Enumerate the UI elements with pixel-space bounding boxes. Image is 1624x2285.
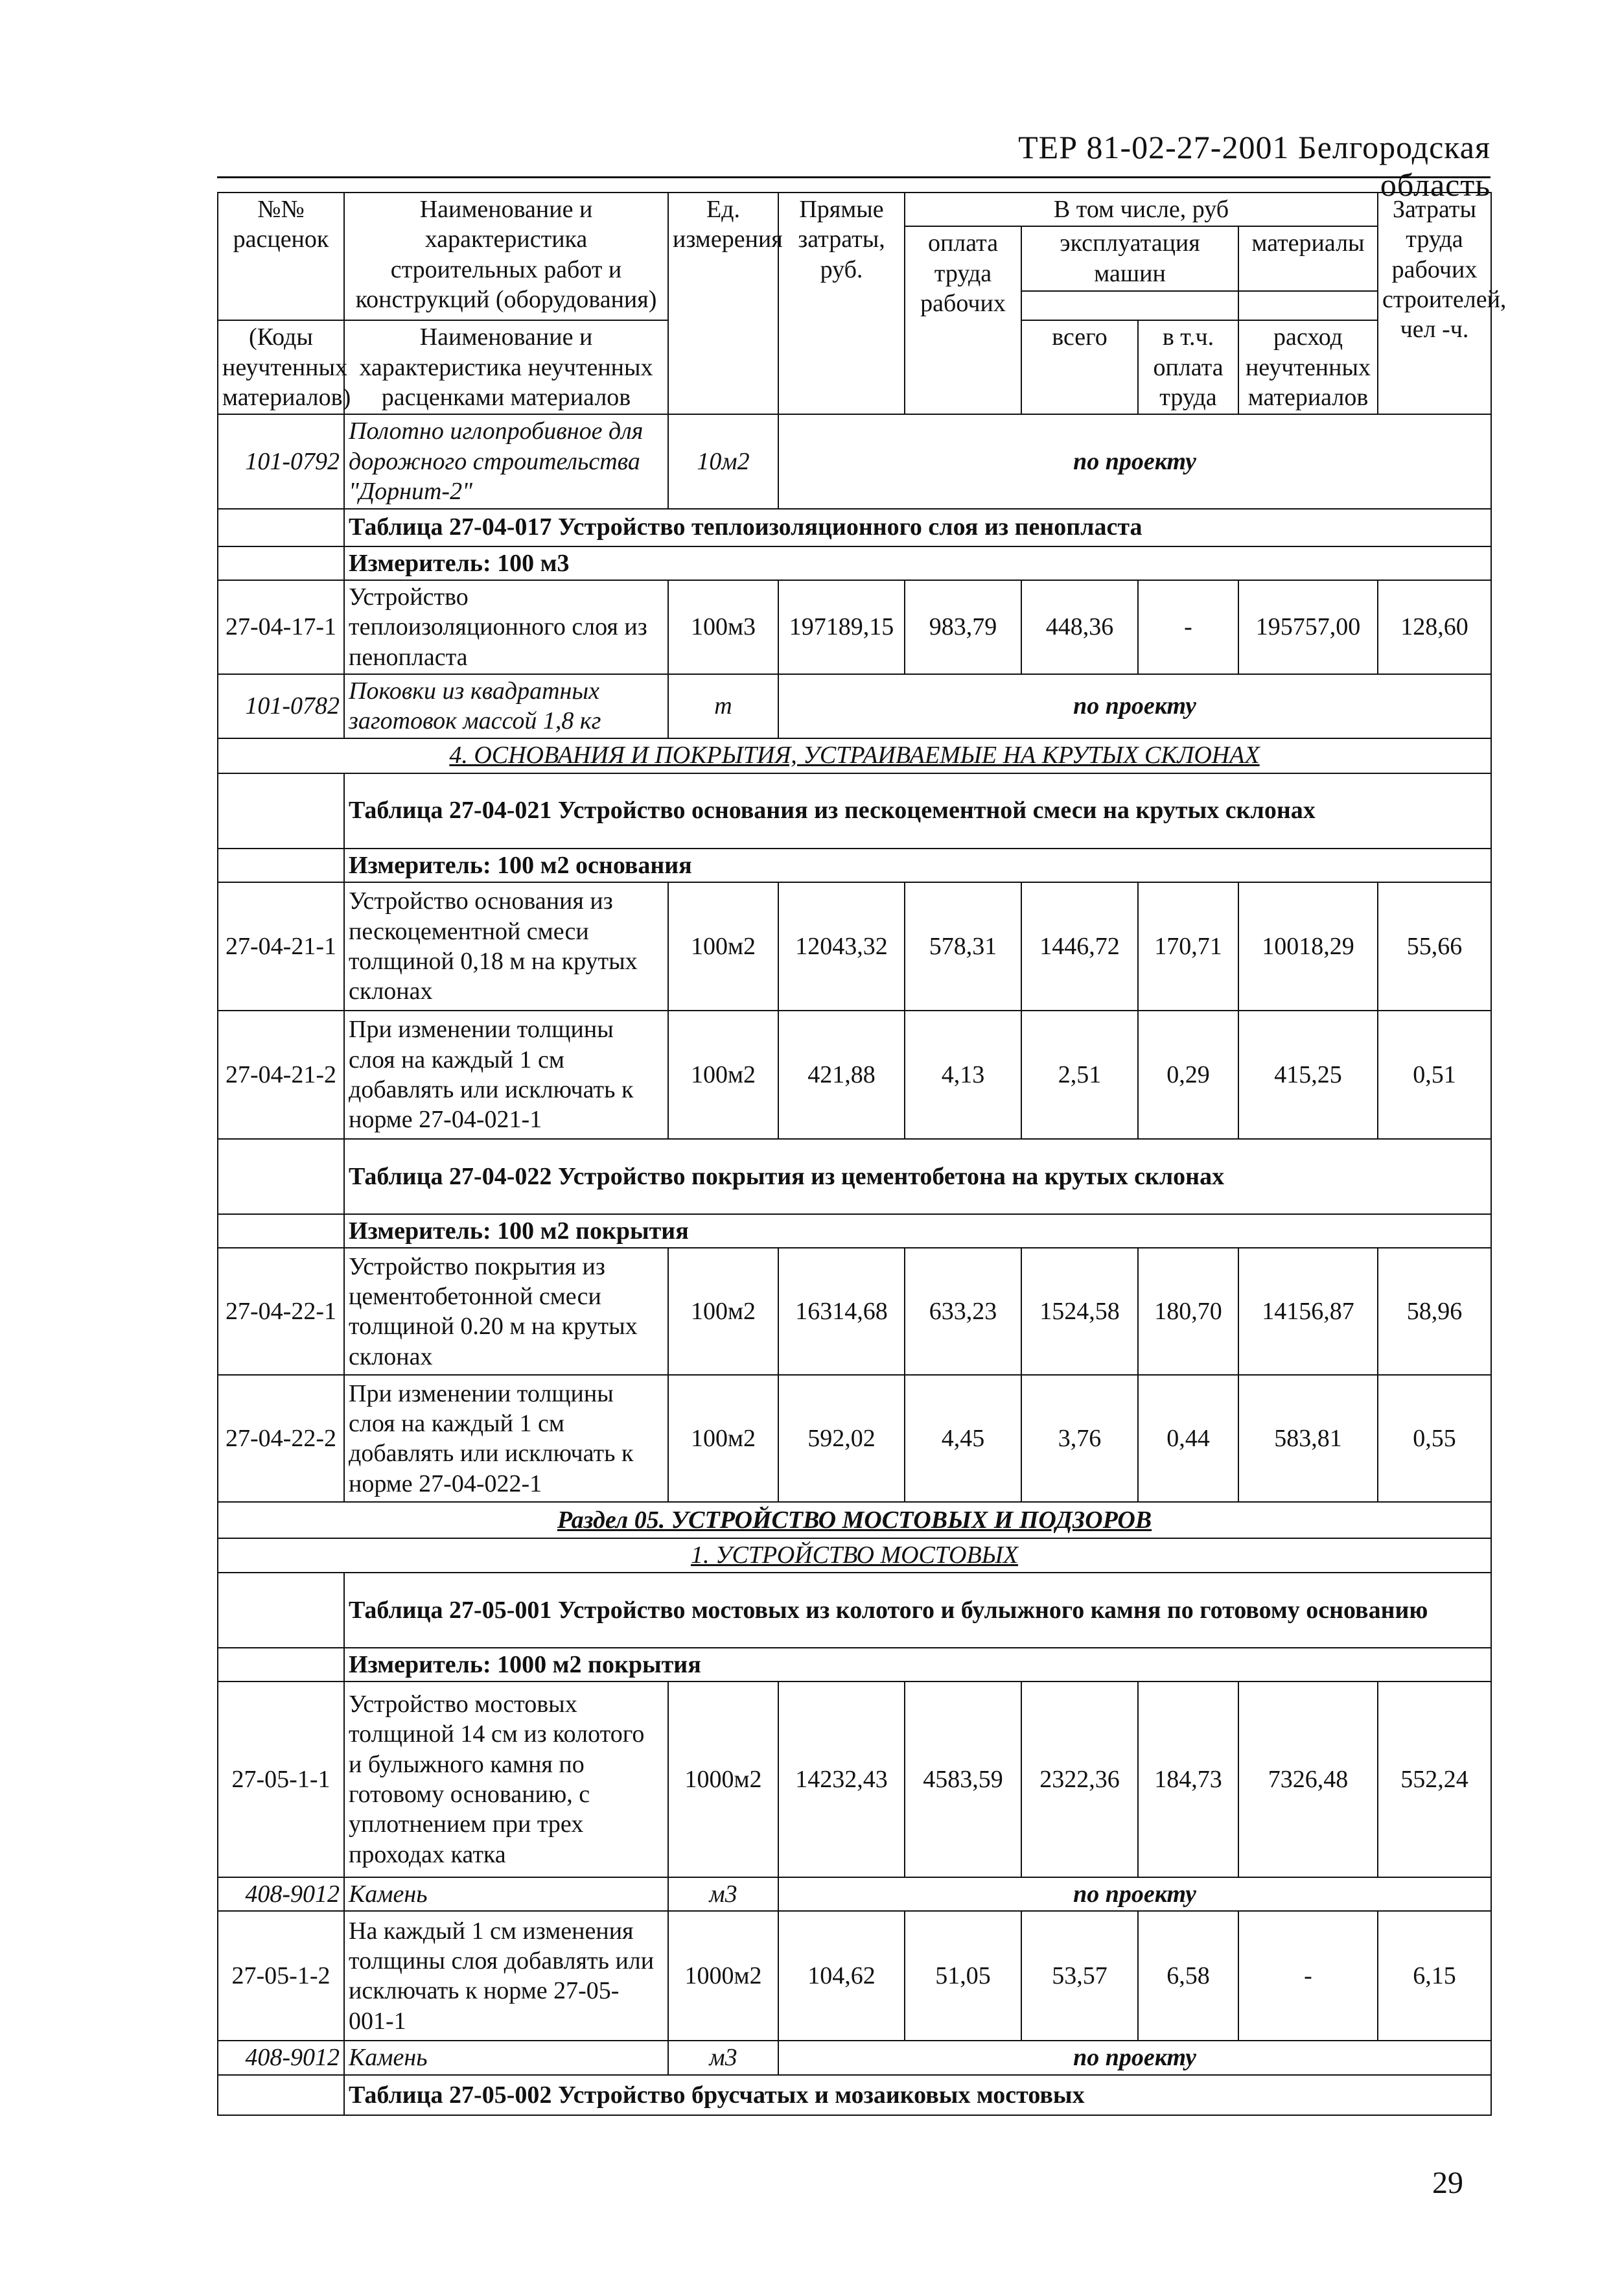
material-code: 408-9012 xyxy=(218,1877,344,1911)
material-name: Поковки из квадратных заготовок массой 1,8 кг xyxy=(344,674,668,738)
rate-materials: 10018,29 xyxy=(1238,882,1378,1011)
rate-unit: 100м2 xyxy=(668,1375,778,1502)
rate-labor-cost: 58,96 xyxy=(1378,1248,1491,1375)
rate-materials: 7326,48 xyxy=(1238,1682,1378,1877)
rate-name: На каждый 1 см изменения толщины слоя добавлять или исключать к норме 27-05-001-1 xyxy=(344,1911,668,2041)
table-measure: Измеритель: 100 м2 покрытия xyxy=(344,1214,1491,1248)
rate-code: 27-04-21-1 xyxy=(218,882,344,1011)
rate-name: Устройство мостовых толщиной 14 см из колотого и булыжного камня по готовому основанию, с уплотнением при трех проходах катка xyxy=(344,1682,668,1877)
header-materials-col: материалы xyxy=(1238,226,1378,291)
rate-labor: 4,13 xyxy=(905,1011,1021,1139)
rate-materials: 415,25 xyxy=(1238,1011,1378,1139)
rate-machine-pay: 6,58 xyxy=(1138,1911,1238,2041)
empty-cell xyxy=(218,849,344,882)
material-unit: м3 xyxy=(668,2041,778,2074)
header-labor-cost-col: Затраты труда рабочих строителей, чел -ч. xyxy=(1378,193,1491,414)
rate-labor-cost: 552,24 xyxy=(1378,1682,1491,1877)
rate-code: 27-05-1-2 xyxy=(218,1911,344,2041)
material-unit: т xyxy=(668,674,778,738)
rate-direct: 197189,15 xyxy=(778,580,905,674)
table-measure: Измеритель: 100 м3 xyxy=(344,546,1491,580)
rate-labor: 578,31 xyxy=(905,882,1021,1011)
material-name: Камень xyxy=(344,2041,668,2074)
rate-unit: 1000м2 xyxy=(668,1911,778,2041)
header-machine-col: эксплуатация машин xyxy=(1021,226,1238,291)
header-materials-sub-col: расход неучтенных материалов xyxy=(1238,320,1378,414)
material-unit: м3 xyxy=(668,1877,778,1911)
empty-cell xyxy=(218,546,344,580)
rate-labor: 51,05 xyxy=(905,1911,1021,2041)
rate-machine: 448,36 xyxy=(1021,580,1138,674)
rate-machine-pay: 180,70 xyxy=(1138,1248,1238,1375)
rate-code: 27-05-1-1 xyxy=(218,1682,344,1877)
material-name: Полотно иглопробивное для дорожного строительства "Дорнит-2" xyxy=(344,414,668,508)
rate-direct: 104,62 xyxy=(778,1911,905,2041)
empty-cell xyxy=(218,2075,344,2115)
rate-machine-pay: - xyxy=(1138,580,1238,674)
header-code-sub-col: (Коды неучтенных материалов) xyxy=(218,320,344,414)
table-title: Таблица 27-04-017 Устройство теплоизоляционного слоя из пенопласта xyxy=(344,509,1491,546)
page-number: 29 xyxy=(1432,2166,1463,2200)
rate-unit: 100м2 xyxy=(668,1248,778,1375)
rate-labor: 633,23 xyxy=(905,1248,1021,1375)
material-code: 101-0792 xyxy=(218,414,344,508)
rate-code: 27-04-22-2 xyxy=(218,1375,344,1502)
rate-labor-cost: 6,15 xyxy=(1378,1911,1491,2041)
rate-name: Устройство покрытия из цементобетонной смеси толщиной 0.20 м на крутых склонах xyxy=(344,1248,668,1375)
material-code: 101-0782 xyxy=(218,674,344,738)
header-machine-total-col: всего xyxy=(1021,320,1138,414)
rate-unit: 100м2 xyxy=(668,882,778,1011)
material-value: по проекту xyxy=(778,1877,1491,1911)
header-name-sub-col: Наименование и характеристика неучтенных расценками материалов xyxy=(344,320,668,414)
header-spacer xyxy=(1021,291,1238,320)
rate-code: 27-04-17-1 xyxy=(218,580,344,674)
rate-direct: 421,88 xyxy=(778,1011,905,1139)
rate-name: При изменении толщины слоя на каждый 1 см добавлять или исключать к норме 27-04-022-1 xyxy=(344,1375,668,1502)
header-incl-col: В том числе, руб xyxy=(905,193,1378,226)
table-title: Таблица 27-05-001 Устройство мостовых из колотого и булыжного камня по готовому основанию xyxy=(344,1573,1491,1648)
table-measure: Измеритель: 1000 м2 покрытия xyxy=(344,1648,1491,1682)
rate-code: 27-04-22-1 xyxy=(218,1248,344,1375)
rate-machine: 1524,58 xyxy=(1021,1248,1138,1375)
material-value: по проекту xyxy=(778,414,1491,508)
header-unit-col: Ед. измерения xyxy=(668,193,778,414)
rate-labor: 4583,59 xyxy=(905,1682,1021,1877)
rate-direct: 14232,43 xyxy=(778,1682,905,1877)
rate-machine: 1446,72 xyxy=(1021,882,1138,1011)
empty-cell xyxy=(218,773,344,849)
empty-cell xyxy=(218,1139,344,1214)
empty-cell xyxy=(218,1214,344,1248)
rate-materials: 195757,00 xyxy=(1238,580,1378,674)
rate-unit: 100м3 xyxy=(668,580,778,674)
table-title: Таблица 27-04-021 Устройство основания из пескоцементной смеси на крутых склонах xyxy=(344,773,1491,849)
rate-machine-pay: 170,71 xyxy=(1138,882,1238,1011)
rate-name: При изменении толщины слоя на каждый 1 см добавлять или исключать к норме 27-04-021-1 xyxy=(344,1011,668,1139)
material-value: по проекту xyxy=(778,2041,1491,2074)
rate-machine: 2322,36 xyxy=(1021,1682,1138,1877)
rate-machine-pay: 184,73 xyxy=(1138,1682,1238,1877)
rate-name: Устройство теплоизоляционного слоя из пенопласта xyxy=(344,580,668,674)
rate-labor-cost: 0,55 xyxy=(1378,1375,1491,1502)
header-direct-col: Прямые затраты, руб. xyxy=(778,193,905,414)
rate-machine-pay: 0,44 xyxy=(1138,1375,1238,1502)
document-header: ТЕР 81-02-27-2001 Белгородская область xyxy=(1018,129,1491,203)
table-title: Таблица 27-05-002 Устройство брусчатых и мозаиковых мостовых xyxy=(344,2075,1491,2115)
rate-machine: 3,76 xyxy=(1021,1375,1138,1502)
subsection-heading: 1. УСТРОЙСТВО МОСТОВЫХ xyxy=(218,1538,1491,1572)
empty-cell xyxy=(218,1573,344,1648)
rate-labor-cost: 55,66 xyxy=(1378,882,1491,1011)
rates-table xyxy=(217,192,1507,2116)
empty-cell xyxy=(218,1648,344,1682)
rate-materials: 583,81 xyxy=(1238,1375,1378,1502)
table-title: Таблица 27-04-022 Устройство покрытия из цементобетона на крутых склонах xyxy=(344,1139,1491,1214)
rate-unit: 100м2 xyxy=(668,1011,778,1139)
rate-machine: 53,57 xyxy=(1021,1911,1138,2041)
rate-direct: 12043,32 xyxy=(778,882,905,1011)
section-heading: 4. ОСНОВАНИЯ И ПОКРЫТИЯ, УСТРАИВАЕМЫЕ НА КРУТЫХ СКЛОНАХ xyxy=(218,738,1491,773)
rate-labor: 983,79 xyxy=(905,580,1021,674)
header-spacer xyxy=(1238,291,1378,320)
material-code: 408-9012 xyxy=(218,2041,344,2074)
material-unit: 10м2 xyxy=(668,414,778,508)
material-value: по проекту xyxy=(778,674,1491,738)
rate-name: Устройство основания из пескоцементной смеси толщиной 0,18 м на крутых склонах xyxy=(344,882,668,1011)
header-code-col: №№ расценок xyxy=(218,193,344,320)
rate-materials: - xyxy=(1238,1911,1378,2041)
rate-unit: 1000м2 xyxy=(668,1682,778,1877)
empty-cell xyxy=(218,509,344,546)
rate-machine-pay: 0,29 xyxy=(1138,1011,1238,1139)
rate-direct: 592,02 xyxy=(778,1375,905,1502)
rate-labor-cost: 128,60 xyxy=(1378,580,1491,674)
header-name-col: Наименование и характеристика строительных работ и конструкций (оборудования) xyxy=(344,193,668,320)
header-labor-pay-col: оплата труда рабочих xyxy=(905,226,1021,414)
rate-materials: 14156,87 xyxy=(1238,1248,1378,1375)
rate-labor: 4,45 xyxy=(905,1375,1021,1502)
header-rule xyxy=(217,176,1491,178)
header-machine-pay-col: в т.ч. оплата труда xyxy=(1138,320,1238,414)
section-heading: Раздел 05. УСТРОЙСТВО МОСТОВЫХ И ПОДЗОРОВ xyxy=(218,1502,1491,1538)
rate-machine: 2,51 xyxy=(1021,1011,1138,1139)
rate-code: 27-04-21-2 xyxy=(218,1011,344,1139)
material-name: Камень xyxy=(344,1877,668,1911)
table-measure: Измеритель: 100 м2 основания xyxy=(344,849,1491,882)
rate-labor-cost: 0,51 xyxy=(1378,1011,1491,1139)
rate-direct: 16314,68 xyxy=(778,1248,905,1375)
